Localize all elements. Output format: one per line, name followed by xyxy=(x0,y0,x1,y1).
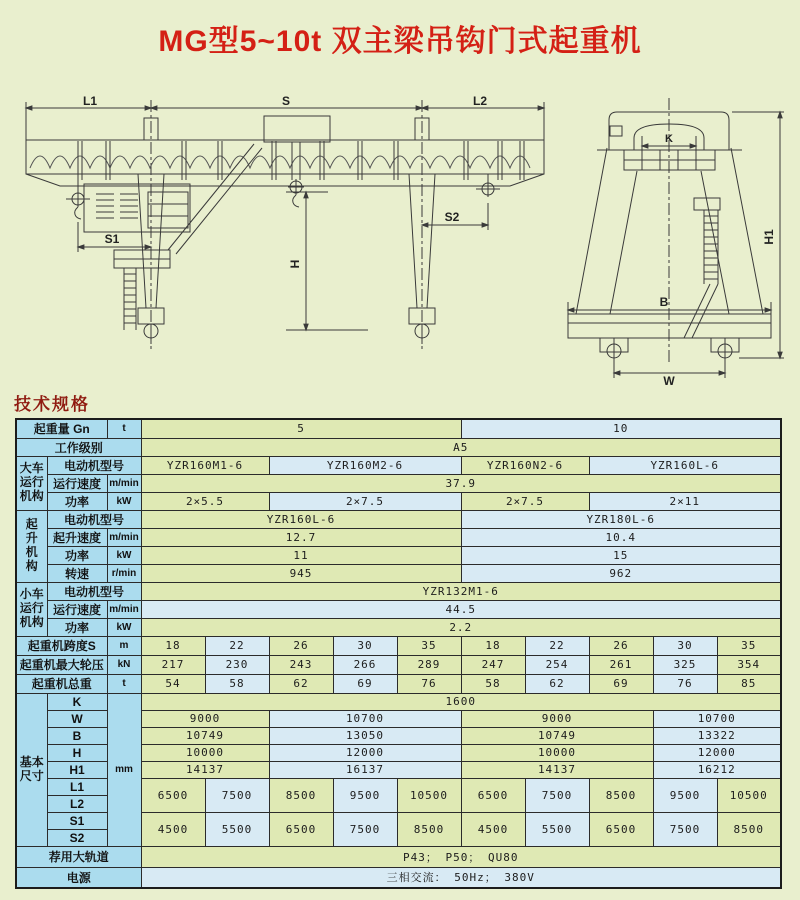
row-label: 电源 xyxy=(16,867,141,888)
unit-label: mm xyxy=(107,693,141,846)
spec-value: 69 xyxy=(333,674,397,693)
dim-label-w: W xyxy=(663,374,675,388)
page-title: MG型5~10t 双主梁吊钩门式起重机 xyxy=(158,25,642,58)
spec-value: 26 xyxy=(589,636,653,655)
spec-value: YZR180L-6 xyxy=(461,510,781,528)
dim-label-b: B xyxy=(659,295,669,309)
row-label: 起升速度 xyxy=(47,528,107,546)
spec-value: YZR160L-6 xyxy=(141,510,461,528)
spec-value: 85 xyxy=(717,674,781,693)
spec-value: YZR132M1-6 xyxy=(141,582,781,600)
spec-value: YZR160M2-6 xyxy=(269,456,461,474)
dim-label-k: K xyxy=(665,133,673,145)
front-view-drawing xyxy=(20,92,550,388)
row-label: W xyxy=(47,710,107,727)
spec-value: 8500 xyxy=(269,778,333,812)
spec-value: 22 xyxy=(525,636,589,655)
spec-value: 7500 xyxy=(653,812,717,846)
spec-value: 12.7 xyxy=(141,528,461,546)
spec-value: 10500 xyxy=(397,778,461,812)
group-label: 起 升 机 构 xyxy=(16,510,47,582)
spec-value: 5500 xyxy=(525,812,589,846)
spec-value: 76 xyxy=(653,674,717,693)
spec-value: 962 xyxy=(461,564,781,582)
spec-value: 10000 xyxy=(461,744,653,761)
spec-value: 2×11 xyxy=(589,492,781,510)
spec-value: 10700 xyxy=(653,710,781,727)
spec-value: 69 xyxy=(589,674,653,693)
spec-value: 289 xyxy=(397,655,461,674)
spec-value: 325 xyxy=(653,655,717,674)
row-label: H xyxy=(47,744,107,761)
unit-label: kW xyxy=(107,618,141,636)
spec-value: 9000 xyxy=(141,710,269,727)
spec-value: 8500 xyxy=(589,778,653,812)
spec-value: 4500 xyxy=(141,812,205,846)
spec-value: 62 xyxy=(269,674,333,693)
dim-label-h1: H1 xyxy=(762,229,776,245)
spec-value: 9500 xyxy=(653,778,717,812)
spec-value: 230 xyxy=(205,655,269,674)
spec-value: 14137 xyxy=(141,761,269,778)
row-label: 电动机型号 xyxy=(47,582,141,600)
spec-value: 54 xyxy=(141,674,205,693)
row-label: 起重量 Gn xyxy=(16,419,107,438)
spec-value: 62 xyxy=(525,674,589,693)
unit-label: m/min xyxy=(107,528,141,546)
spec-value: 6500 xyxy=(141,778,205,812)
row-label: K xyxy=(47,693,107,710)
spec-value: 10700 xyxy=(269,710,461,727)
row-label: H1 xyxy=(47,761,107,778)
row-label: 起重机跨度S xyxy=(16,636,107,655)
row-label: 运行速度 xyxy=(47,474,107,492)
row-label: 转速 xyxy=(47,564,107,582)
dim-label-s: S xyxy=(281,94,291,108)
unit-label: r/min xyxy=(107,564,141,582)
spec-value: 30 xyxy=(653,636,717,655)
spec-value: YZR160L-6 xyxy=(589,456,781,474)
spec-value: 44.5 xyxy=(141,600,781,618)
row-label: 电动机型号 xyxy=(47,456,141,474)
unit-label: kW xyxy=(107,492,141,510)
unit-label: kW xyxy=(107,546,141,564)
dim-label-l1: L1 xyxy=(82,94,98,108)
spec-value: 7500 xyxy=(333,812,397,846)
side-view-linework xyxy=(568,98,784,378)
spec-value: 1600 xyxy=(141,693,781,710)
spec-value: 6500 xyxy=(269,812,333,846)
spec-value: 9500 xyxy=(333,778,397,812)
spec-value: P43； P50； QU80 xyxy=(141,846,781,867)
spec-value: 5500 xyxy=(205,812,269,846)
spec-value: 15 xyxy=(461,546,781,564)
row-label: S1 xyxy=(47,812,107,829)
spec-value: A5 xyxy=(141,438,781,456)
spec-value: 14137 xyxy=(461,761,653,778)
row-label: 功率 xyxy=(47,492,107,510)
spec-value: 35 xyxy=(717,636,781,655)
row-label: L1 xyxy=(47,778,107,795)
spec-value: 16212 xyxy=(653,761,781,778)
row-label: 电动机型号 xyxy=(47,510,141,528)
unit-label: t xyxy=(107,419,141,438)
dim-label-s2: S2 xyxy=(444,210,460,224)
spec-value: 9000 xyxy=(461,710,653,727)
spec-value: 三相交流： 50Hz； 380V xyxy=(141,867,781,888)
spec-value: 58 xyxy=(461,674,525,693)
unit-label: m/min xyxy=(107,600,141,618)
spec-value: 945 xyxy=(141,564,461,582)
spec-value: YZR160M1-6 xyxy=(141,456,269,474)
spec-value: 254 xyxy=(525,655,589,674)
dim-label-h: H xyxy=(288,259,302,269)
spec-value: 18 xyxy=(461,636,525,655)
front-view-linework xyxy=(26,100,544,350)
spec-value: YZR160N2-6 xyxy=(461,456,589,474)
spec-value: 30 xyxy=(333,636,397,655)
row-label: 运行速度 xyxy=(47,600,107,618)
spec-value: 12000 xyxy=(269,744,461,761)
spec-value: 37.9 xyxy=(141,474,781,492)
unit-label: m/min xyxy=(107,474,141,492)
row-label: B xyxy=(47,727,107,744)
group-label: 基本 尺寸 xyxy=(16,693,47,846)
group-label: 大车 运行 机构 xyxy=(16,456,47,510)
spec-value: 58 xyxy=(205,674,269,693)
row-label: 功率 xyxy=(47,618,107,636)
row-label: S2 xyxy=(47,829,107,846)
spec-value: 10 xyxy=(461,419,781,438)
row-label: 功率 xyxy=(47,546,107,564)
spec-value: 217 xyxy=(141,655,205,674)
spec-value: 10500 xyxy=(717,778,781,812)
unit-label: kN xyxy=(107,655,141,674)
spec-value: 247 xyxy=(461,655,525,674)
spec-value: 13050 xyxy=(269,727,461,744)
spec-value: 76 xyxy=(397,674,461,693)
spec-value: 8500 xyxy=(397,812,461,846)
unit-label: m xyxy=(107,636,141,655)
spec-value: 7500 xyxy=(525,778,589,812)
row-label: 起重机最大轮压 xyxy=(16,655,107,674)
spec-value: 10.4 xyxy=(461,528,781,546)
spec-value: 6500 xyxy=(589,812,653,846)
spec-table xyxy=(15,418,782,889)
spec-value: 243 xyxy=(269,655,333,674)
spec-value: 2.2 xyxy=(141,618,781,636)
spec-value: 10749 xyxy=(141,727,269,744)
dim-label-l2: L2 xyxy=(472,94,488,108)
spec-value: 11 xyxy=(141,546,461,564)
spec-value: 10000 xyxy=(141,744,269,761)
spec-value: 8500 xyxy=(717,812,781,846)
side-view-drawing xyxy=(552,92,792,388)
spec-value: 18 xyxy=(141,636,205,655)
spec-value: 261 xyxy=(589,655,653,674)
spec-value: 7500 xyxy=(205,778,269,812)
group-label: 小车 运行 机构 xyxy=(16,582,47,636)
spec-value: 16137 xyxy=(269,761,461,778)
unit-label: t xyxy=(107,674,141,693)
spec-value: 22 xyxy=(205,636,269,655)
section-heading: 技术规格 xyxy=(14,395,90,414)
spec-value: 5 xyxy=(141,419,461,438)
spec-value: 10749 xyxy=(461,727,653,744)
spec-value: 35 xyxy=(397,636,461,655)
spec-value: 354 xyxy=(717,655,781,674)
spec-value: 2×7.5 xyxy=(269,492,461,510)
spec-value: 266 xyxy=(333,655,397,674)
spec-value: 4500 xyxy=(461,812,525,846)
row-label: L2 xyxy=(47,795,107,812)
spec-value: 6500 xyxy=(461,778,525,812)
dim-label-s1: S1 xyxy=(104,232,120,246)
spec-value: 12000 xyxy=(653,744,781,761)
spec-value: 2×7.5 xyxy=(461,492,589,510)
row-label: 荐用大轨道 xyxy=(16,846,141,867)
row-label: 起重机总重 xyxy=(16,674,107,693)
spec-value: 13322 xyxy=(653,727,781,744)
row-label: 工作级别 xyxy=(16,438,141,456)
spec-value: 2×5.5 xyxy=(141,492,269,510)
spec-value: 26 xyxy=(269,636,333,655)
